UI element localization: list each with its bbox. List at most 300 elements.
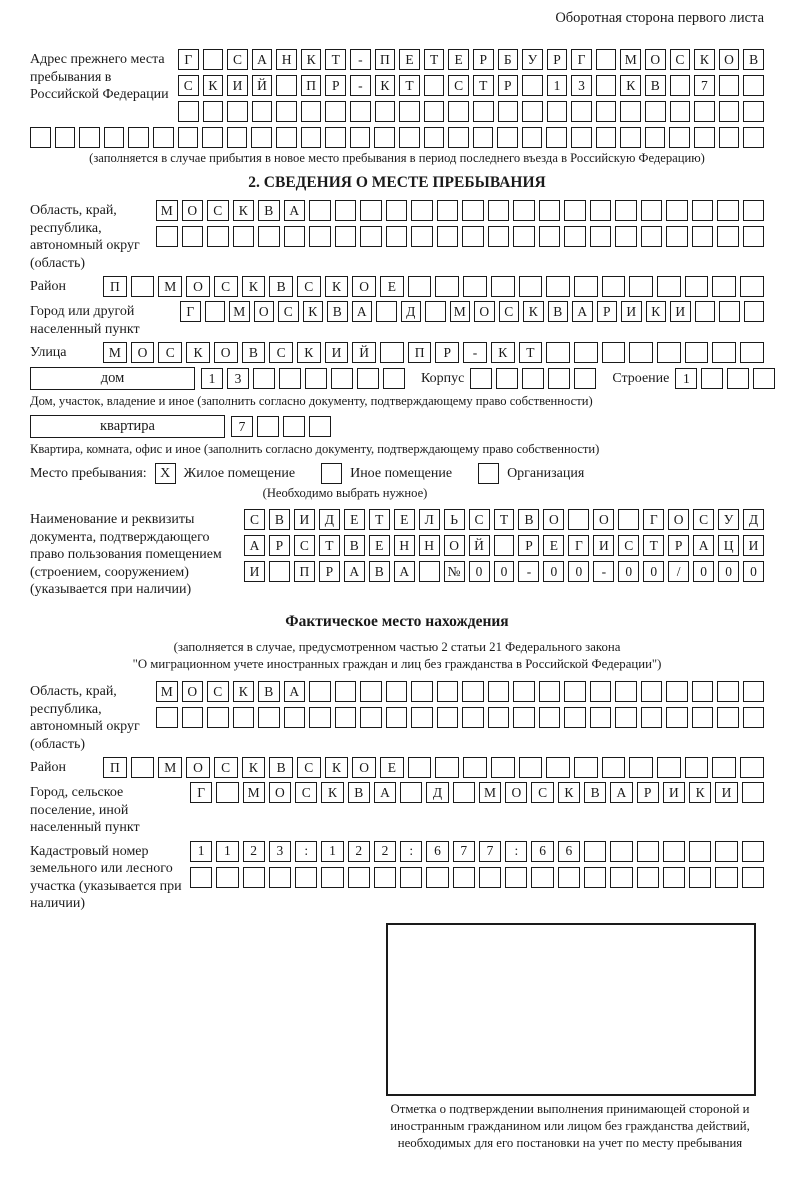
char-cell: 0 xyxy=(643,561,664,582)
char-cell: 1 xyxy=(547,75,568,96)
char-cell xyxy=(620,127,641,148)
char-cell xyxy=(383,368,405,389)
actual-district-label: Район xyxy=(30,760,66,776)
field-street xyxy=(30,342,764,363)
char-cell xyxy=(348,867,370,888)
char-cell xyxy=(657,342,681,363)
char-cell xyxy=(488,681,510,702)
stroenie-cells xyxy=(675,368,775,389)
char-cell xyxy=(305,368,327,389)
char-cell xyxy=(128,127,149,148)
char-cell: К xyxy=(301,49,322,70)
char-cell xyxy=(55,127,76,148)
char-cell: В xyxy=(518,509,539,530)
char-cell: С xyxy=(297,757,321,778)
char-cell xyxy=(574,342,598,363)
char-cell xyxy=(727,368,749,389)
char-cell xyxy=(488,200,510,221)
char-cell xyxy=(360,681,382,702)
house-number-cells xyxy=(201,368,405,389)
char-cell xyxy=(205,301,226,322)
char-cell: В xyxy=(344,535,365,556)
char-cell xyxy=(712,342,736,363)
char-cell: А xyxy=(610,782,632,803)
char-cell: К xyxy=(689,782,711,803)
char-cell: К xyxy=(233,681,255,702)
char-cell: О xyxy=(719,49,740,70)
actual-location-note-1: (заполняется в случае, предусмотренном частью 2 статьи 21 Федерального закона xyxy=(173,639,621,654)
char-cell xyxy=(335,200,357,221)
char-cell: К xyxy=(321,782,343,803)
field-district xyxy=(30,276,764,297)
char-cell: Т xyxy=(473,75,494,96)
char-cell xyxy=(596,101,617,122)
char-cell: Т xyxy=(369,509,390,530)
char-cell xyxy=(227,127,248,148)
char-cell xyxy=(411,707,433,728)
char-cell xyxy=(574,276,598,297)
char-cell: М xyxy=(450,301,471,322)
char-cell xyxy=(584,867,606,888)
char-cell xyxy=(513,226,535,247)
char-cell xyxy=(156,226,178,247)
char-cell xyxy=(386,681,408,702)
char-cell xyxy=(375,101,396,122)
char-cell xyxy=(182,226,204,247)
char-cell: П xyxy=(408,342,432,363)
char-cell: Й xyxy=(469,535,490,556)
char-cell xyxy=(253,368,275,389)
char-cell xyxy=(350,127,371,148)
char-cell xyxy=(498,101,519,122)
field-apartment xyxy=(30,415,764,438)
korpus-label: Корпус xyxy=(421,370,465,386)
char-cell: 0 xyxy=(469,561,490,582)
char-cell: 2 xyxy=(243,841,265,862)
field-house xyxy=(30,367,764,390)
char-cell: 0 xyxy=(743,561,764,582)
char-cell xyxy=(522,127,543,148)
char-cell xyxy=(670,101,691,122)
char-cell xyxy=(424,75,445,96)
char-cell xyxy=(539,200,561,221)
char-cell xyxy=(602,342,626,363)
char-cell xyxy=(742,782,764,803)
char-cell: Р xyxy=(319,561,340,582)
char-cell xyxy=(400,867,422,888)
char-cell xyxy=(374,127,395,148)
char-cell xyxy=(715,841,737,862)
char-cell xyxy=(620,101,641,122)
char-cell xyxy=(663,841,685,862)
char-cell xyxy=(666,681,688,702)
document-row-1 xyxy=(244,509,764,530)
char-cell: К xyxy=(186,342,210,363)
char-cell xyxy=(641,681,663,702)
char-cell xyxy=(178,101,199,122)
char-cell: О xyxy=(186,757,210,778)
char-cell xyxy=(712,276,736,297)
char-cell: 0 xyxy=(618,561,639,582)
char-cell: И xyxy=(621,301,642,322)
char-cell xyxy=(437,226,459,247)
char-cell xyxy=(309,681,331,702)
char-cell xyxy=(689,867,711,888)
char-cell: К xyxy=(558,782,580,803)
char-cell: С xyxy=(214,757,238,778)
stay-type-checkbox-organization xyxy=(478,463,499,484)
char-cell xyxy=(437,681,459,702)
char-cell: Г xyxy=(643,509,664,530)
city-row xyxy=(180,301,764,322)
char-cell xyxy=(479,867,501,888)
char-cell xyxy=(531,867,553,888)
char-cell xyxy=(695,301,716,322)
char-cell xyxy=(182,707,204,728)
char-cell xyxy=(399,127,420,148)
char-cell xyxy=(571,127,592,148)
char-cell xyxy=(437,707,459,728)
char-cell: С xyxy=(207,681,229,702)
char-cell xyxy=(360,707,382,728)
char-cell xyxy=(546,276,570,297)
char-cell: П xyxy=(294,561,315,582)
char-cell: В xyxy=(258,681,280,702)
char-cell: О xyxy=(668,509,689,530)
char-cell: Р xyxy=(269,535,290,556)
char-cell xyxy=(496,368,518,389)
char-cell: А xyxy=(572,301,593,322)
char-cell: М xyxy=(479,782,501,803)
char-cell: / xyxy=(668,561,689,582)
char-cell: О xyxy=(214,342,238,363)
char-cell: Г xyxy=(190,782,212,803)
char-cell xyxy=(233,226,255,247)
char-cell xyxy=(325,101,346,122)
cadastral-label: Кадастровый номер земельного или лесного участка (указывается при наличии) xyxy=(30,843,182,912)
field-actual-city xyxy=(30,782,764,837)
char-cell xyxy=(522,101,543,122)
char-cell xyxy=(719,127,740,148)
actual-region-row-2 xyxy=(156,707,764,728)
char-cell xyxy=(283,416,305,437)
char-cell xyxy=(350,101,371,122)
char-cell xyxy=(513,200,535,221)
char-cell xyxy=(335,707,357,728)
char-cell xyxy=(276,75,297,96)
actual-district-row xyxy=(103,757,764,778)
char-cell xyxy=(615,681,637,702)
char-cell xyxy=(424,101,445,122)
char-cell xyxy=(207,226,229,247)
char-cell xyxy=(564,200,586,221)
field-document xyxy=(30,509,764,599)
char-cell xyxy=(295,867,317,888)
char-cell: О xyxy=(269,782,291,803)
char-cell xyxy=(519,276,543,297)
char-cell: 1 xyxy=(321,841,343,862)
char-cell: К xyxy=(694,49,715,70)
char-cell: С xyxy=(278,301,299,322)
char-cell xyxy=(743,226,765,247)
char-cell: И xyxy=(294,509,315,530)
char-cell xyxy=(615,707,637,728)
house-note: Дом, участок, владение и иное (заполнить согласно документу, подтверждающему право собственности) xyxy=(30,394,593,408)
char-cell: С xyxy=(295,782,317,803)
document-row-3 xyxy=(244,561,764,582)
char-cell xyxy=(462,200,484,221)
char-cell: А xyxy=(394,561,415,582)
char-cell xyxy=(357,368,379,389)
char-cell: Р xyxy=(637,782,659,803)
char-cell: К xyxy=(523,301,544,322)
char-cell: С xyxy=(448,75,469,96)
char-cell: С xyxy=(294,535,315,556)
char-cell xyxy=(645,101,666,122)
char-cell xyxy=(400,782,422,803)
confirmation-stamp-box xyxy=(386,923,756,1096)
cadastral-row-1 xyxy=(190,841,764,862)
char-cell: Г xyxy=(568,535,589,556)
char-cell xyxy=(276,101,297,122)
char-cell xyxy=(79,127,100,148)
char-cell: С xyxy=(297,276,321,297)
char-cell: С xyxy=(618,535,639,556)
char-cell xyxy=(719,301,740,322)
char-cell: Л xyxy=(419,509,440,530)
char-cell xyxy=(717,200,739,221)
field-cadastral xyxy=(30,841,764,913)
char-cell xyxy=(386,707,408,728)
char-cell: Е xyxy=(380,757,404,778)
stamp-area xyxy=(30,923,764,1153)
char-cell xyxy=(425,301,446,322)
char-cell: С xyxy=(531,782,553,803)
char-cell xyxy=(618,509,639,530)
char-cell xyxy=(424,127,445,148)
char-cell xyxy=(104,127,125,148)
char-cell xyxy=(701,368,723,389)
char-cell: Е xyxy=(394,509,415,530)
char-cell: 0 xyxy=(693,561,714,582)
char-cell: Т xyxy=(643,535,664,556)
char-cell xyxy=(666,200,688,221)
char-cell xyxy=(743,681,765,702)
char-cell: В xyxy=(369,561,390,582)
char-cell: С xyxy=(269,342,293,363)
char-cell: С xyxy=(244,509,265,530)
field-region xyxy=(30,200,764,272)
char-cell xyxy=(692,707,714,728)
char-cell xyxy=(30,127,51,148)
char-cell xyxy=(227,101,248,122)
char-cell xyxy=(252,101,273,122)
char-cell xyxy=(488,226,510,247)
char-cell: Е xyxy=(448,49,469,70)
char-cell xyxy=(717,226,739,247)
char-cell xyxy=(462,707,484,728)
char-cell: С xyxy=(499,301,520,322)
char-cell xyxy=(743,127,764,148)
house-box: дом xyxy=(30,367,195,390)
char-cell: М xyxy=(620,49,641,70)
char-cell xyxy=(574,757,598,778)
char-cell xyxy=(331,368,353,389)
char-cell xyxy=(269,867,291,888)
stay-type-option-other: Иное помещение xyxy=(350,465,453,481)
field-actual-district xyxy=(30,757,764,778)
char-cell xyxy=(546,342,570,363)
char-cell xyxy=(279,368,301,389)
prev-address-label: Адрес прежнего места пребывания в Российской Федерации xyxy=(30,52,169,102)
char-cell xyxy=(685,342,709,363)
char-cell: 0 xyxy=(568,561,589,582)
document-rows xyxy=(244,509,764,582)
char-cell: С xyxy=(158,342,182,363)
char-cell xyxy=(669,127,690,148)
field-prev-address xyxy=(30,49,764,122)
char-cell xyxy=(276,127,297,148)
char-cell xyxy=(546,127,567,148)
char-cell xyxy=(408,757,432,778)
field-actual-region xyxy=(30,681,764,753)
char-cell xyxy=(178,127,199,148)
char-cell: У xyxy=(522,49,543,70)
char-cell xyxy=(233,707,255,728)
char-cell xyxy=(558,867,580,888)
char-cell: 6 xyxy=(558,841,580,862)
char-cell xyxy=(743,101,764,122)
char-cell: А xyxy=(344,561,365,582)
char-cell xyxy=(494,535,515,556)
char-cell: О xyxy=(593,509,614,530)
char-cell xyxy=(411,200,433,221)
char-cell xyxy=(602,757,626,778)
char-cell: В xyxy=(269,509,290,530)
char-cell: Д xyxy=(401,301,422,322)
char-cell xyxy=(437,200,459,221)
char-cell xyxy=(637,867,659,888)
street-label: Улица xyxy=(30,345,67,360)
char-cell: 6 xyxy=(426,841,448,862)
char-cell xyxy=(546,757,570,778)
char-cell xyxy=(505,867,527,888)
char-cell xyxy=(742,841,764,862)
char-cell xyxy=(568,509,589,530)
char-cell: У xyxy=(718,509,739,530)
char-cell xyxy=(309,200,331,221)
char-cell xyxy=(513,707,535,728)
char-cell xyxy=(258,226,280,247)
char-cell: Й xyxy=(252,75,273,96)
char-cell xyxy=(692,681,714,702)
cadastral-rows xyxy=(190,841,764,888)
char-cell: М xyxy=(156,681,178,702)
char-cell xyxy=(548,368,570,389)
char-cell xyxy=(131,276,155,297)
char-cell xyxy=(564,707,586,728)
char-cell: А xyxy=(284,681,306,702)
street-row xyxy=(103,342,764,363)
char-cell xyxy=(539,226,561,247)
char-cell: Е xyxy=(399,49,420,70)
char-cell xyxy=(743,707,765,728)
char-cell: 7 xyxy=(479,841,501,862)
char-cell xyxy=(463,757,487,778)
char-cell xyxy=(203,49,224,70)
char-cell: 1 xyxy=(190,841,212,862)
char-cell: О xyxy=(182,200,204,221)
char-cell xyxy=(590,226,612,247)
char-cell: 2 xyxy=(348,841,370,862)
char-cell: 3 xyxy=(269,841,291,862)
char-cell: Б xyxy=(498,49,519,70)
stroenie-label: Строение xyxy=(612,370,670,386)
char-cell: № xyxy=(444,561,465,582)
char-cell: Г xyxy=(178,49,199,70)
stay-type-row xyxy=(30,463,764,484)
char-cell xyxy=(258,707,280,728)
char-cell xyxy=(743,200,765,221)
char-cell xyxy=(251,127,272,148)
char-cell xyxy=(207,707,229,728)
char-cell: - xyxy=(350,75,371,96)
char-cell: К xyxy=(491,342,515,363)
region-row-2 xyxy=(156,226,764,247)
char-cell xyxy=(641,200,663,221)
char-cell: И xyxy=(593,535,614,556)
char-cell xyxy=(376,301,397,322)
char-cell: И xyxy=(670,301,691,322)
char-cell: Д xyxy=(426,782,448,803)
char-cell xyxy=(386,200,408,221)
char-cell xyxy=(666,226,688,247)
char-cell xyxy=(360,200,382,221)
char-cell xyxy=(740,342,764,363)
char-cell: С xyxy=(693,509,714,530)
char-cell: М xyxy=(103,342,127,363)
char-cell: К xyxy=(297,342,321,363)
char-cell: Т xyxy=(519,342,543,363)
char-cell xyxy=(641,707,663,728)
char-cell xyxy=(269,561,290,582)
actual-region-row-1 xyxy=(156,681,764,702)
char-cell xyxy=(325,127,346,148)
char-cell xyxy=(435,757,459,778)
char-cell: Д xyxy=(319,509,340,530)
char-cell: 3 xyxy=(571,75,592,96)
char-cell xyxy=(694,127,715,148)
char-cell: Р xyxy=(325,75,346,96)
char-cell: 2 xyxy=(374,841,396,862)
char-cell: 0 xyxy=(718,561,739,582)
char-cell: А xyxy=(352,301,373,322)
document-row-2 xyxy=(244,535,764,556)
char-cell: Е xyxy=(380,276,404,297)
actual-region-rows xyxy=(156,681,764,728)
korpus-cells xyxy=(470,368,596,389)
char-cell xyxy=(399,101,420,122)
char-cell xyxy=(637,841,659,862)
char-cell xyxy=(309,226,331,247)
char-cell: Т xyxy=(494,509,515,530)
char-cell xyxy=(666,707,688,728)
char-cell: : xyxy=(400,841,422,862)
char-cell: Р xyxy=(668,535,689,556)
stay-type-option-residential: Жилое помещение xyxy=(183,465,296,481)
char-cell: - xyxy=(518,561,539,582)
char-cell xyxy=(602,276,626,297)
